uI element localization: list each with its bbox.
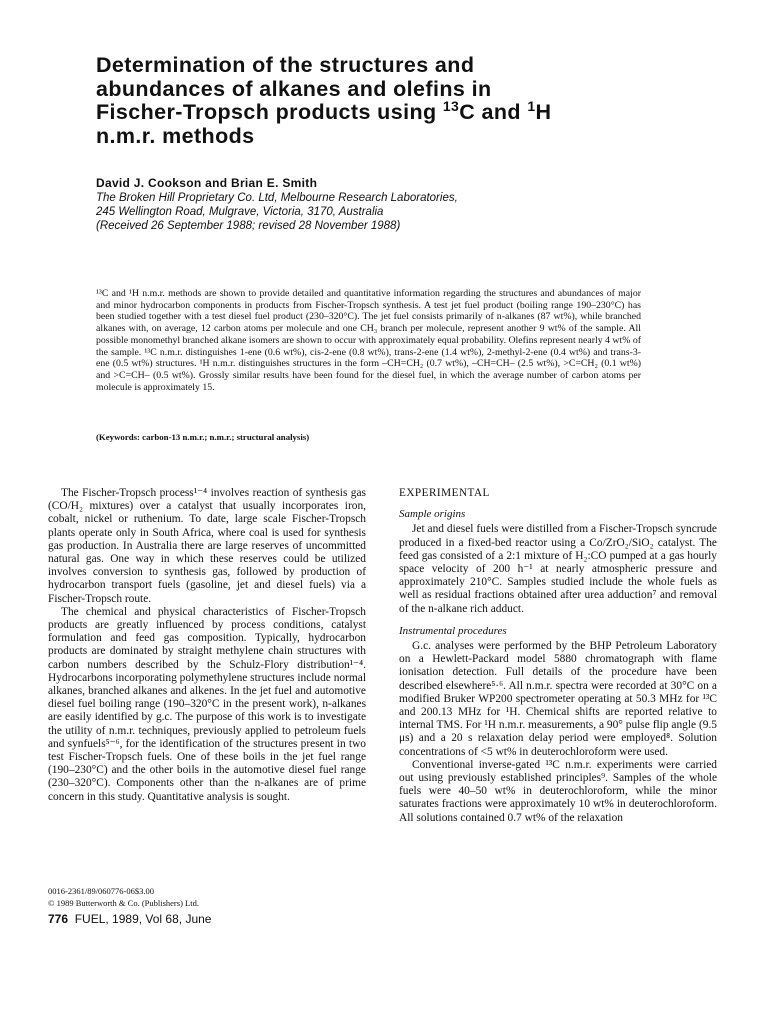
title-line-2: abundances of alkanes and olefins in <box>96 76 492 101</box>
keywords: (Keywords: carbon-13 n.m.r.; n.m.r.; structural analysis) <box>96 432 310 442</box>
article-code: 0016-2361/89/060776-06$3.00 <box>48 886 155 896</box>
journal-citation: FUEL, 1989, Vol 68, June <box>74 912 212 926</box>
intro-paragraph-1: The Fischer-Tropsch process¹⁻⁴ involves reaction of synthesis gas (CO/H₂ mixtures) over a catalyst that usually incorporates iron, cobalt, nickel or ruthenium. To date, large scale Fischer-Tropsch plants operate only in South Africa, where coal is used for synthesis gas production. In Australia there are large reserves of uncommitted natural gas. One way in which these reserves could be utilized involves conversion to synthesis gas, followed by production of hydrocarbon transport fuels (gasoline, jet and diesel fuels) via a Fischer-Tropsch route. <box>48 487 366 605</box>
received-dates: (Received 26 September 1988; revised 28 November 1988) <box>96 220 401 232</box>
authors: David J. Cookson and Brian E. Smith <box>96 176 318 190</box>
affiliation-line-1: The Broken Hill Proprietary Co. Ltd, Melbourne Research Laboratories, <box>96 192 458 204</box>
page-footer <box>48 912 211 926</box>
instrumental-paragraph-1: G.c. analyses were performed by the BHP Petroleum Laboratory on a Hewlett-Packard model 5880 chromatograph with flame ionisation detection. Full details of the procedure have been described elsewhere⁵·⁶. All n.m.r. spectra were recorded at 30°C on a modified Bruker WP200 spectrometer operating at 50.3 MHz for ¹³C and 200.13 MHz for ¹H. Chemical shifts are reported relative to internal TMS. For ¹H n.m.r. measurements, a 90° pulse flip angle (9.5 μs) and a 20 s relaxation delay period were employed⁸. Solution concentrations of <5 wt% in deuterochloroform were used. <box>399 640 717 758</box>
title-line-4: n.m.r. methods <box>96 123 255 148</box>
section-heading-experimental: EXPERIMENTAL <box>399 487 490 499</box>
affiliation-line-2: 245 Wellington Road, Mulgrave, Victoria, 3170, Australia <box>96 206 384 218</box>
paper-title <box>96 54 656 148</box>
title-line-3-pre: Fischer-Tropsch products using <box>96 100 443 124</box>
title-line-3-mid: C and <box>459 100 528 124</box>
title-isotope-13: 13 <box>442 97 460 114</box>
title-line-3-end: H <box>535 100 552 124</box>
abstract: ¹³C and ¹H n.m.r. methods are shown to provide detailed and quantitative information regarding the structures and abundances of major and minor hydrocarbon components in products from Fischer-Tropsch synthesis. A test jet fuel product (boiling range 190–230°C) has been studied together with a test diesel fuel product (230–320°C). The jet fuel consists primarily of n-alkanes (87 wt%), while branched alkanes with, on average, 12 carbon atoms per molecule and one CH₃ branch per molecule, represent another 9 wt% of the sample. All possible monomethyl branched alkane isomers are shown to occur with approximately equal probability. Olefins represent nearly 4 wt% of the sample. ¹³C n.m.r. distinguishes 1-ene (0.6 wt%), cis-2-ene (0.8 wt%), trans-2-ene (1.4 wt%), 2-methyl-2-ene (0.4 wt%) and trans-3-ene (0.5 wt%) structures. ¹H n.m.r. distinguishes structures in the form –CH=CH₂ (0.7 wt%), –CH=CH– (2.5 wt%), >C=CH₂ (0.1 wt%) and >C=CH– (0.5 wt%). Grossly similar results have been found for the diesel fuel, in which the average number of carbon atoms per molecule is approximately 15. <box>96 288 641 393</box>
title-line-3 <box>96 97 552 124</box>
subheading-instrumental-procedures: Instrumental procedures <box>399 624 507 637</box>
page-number: 776 <box>48 912 69 926</box>
title-isotope-1: 1 <box>527 97 536 114</box>
intro-paragraph-2: The chemical and physical characteristics of Fischer-Tropsch products are greatly influenced by process conditions, catalyst formulation and feed gas composition. Typically, hydrocarbon products are dominated by straight methylene chain structures with carbon numbers described by the Schulz-Flory distribution¹⁻⁴. Hydrocarbons incorporating polymethylene structures include normal alkanes, branched alkanes and alkenes. In the jet fuel and automotive diesel fuel boiling range (190–320°C in the present work), n-alkanes are easily identified by g.c. The purpose of this work is to investigate the utility of n.m.r. techniques, previously applied to petroleum fuels and synfuels⁵⁻⁶, for the identification of the structures present in two test Fischer-Tropsch fuels. One of these boils in the jet fuel range (190–230°C) and the other boils in the automotive diesel fuel range (230–320°C). Components other than the n-alkanes are of prime concern in this study. Quantitative analysis is sought. <box>48 605 366 803</box>
subheading-sample-origins: Sample origins <box>399 508 466 521</box>
copyright: © 1989 Butterworth & Co. (Publishers) Ltd. <box>48 898 199 908</box>
sample-origins-paragraph: Jet and diesel fuels were distilled from a Fischer-Tropsch syncrude produced in a fixed-bed reactor using a Co/ZrO₂/SiO₂ catalyst. The feed gas consisted of a 2:1 mixture of H₂:CO pumped at a gas hourly space velocity of 200 h⁻¹ at nearly atmospheric pressure and approximately 210°C. Samples studied include the whole fuels as well as residual fractions obtained after urea adduction⁷ and removal of the n-alkane rich adduct. <box>399 523 717 615</box>
instrumental-paragraph-2: Conventional inverse-gated ¹³C n.m.r. experiments were carried out using previously established principles⁹. Samples of the whole fuels were 40–50 wt% in deuterochloroform, while the minor saturates fractions were approximately 10 wt% in deuterochloroform. All solutions contained 0.7 wt% of the relaxation <box>399 758 717 824</box>
right-column <box>399 487 717 825</box>
title-line-1: Determination of the structures and <box>96 53 475 77</box>
left-column <box>48 487 366 804</box>
